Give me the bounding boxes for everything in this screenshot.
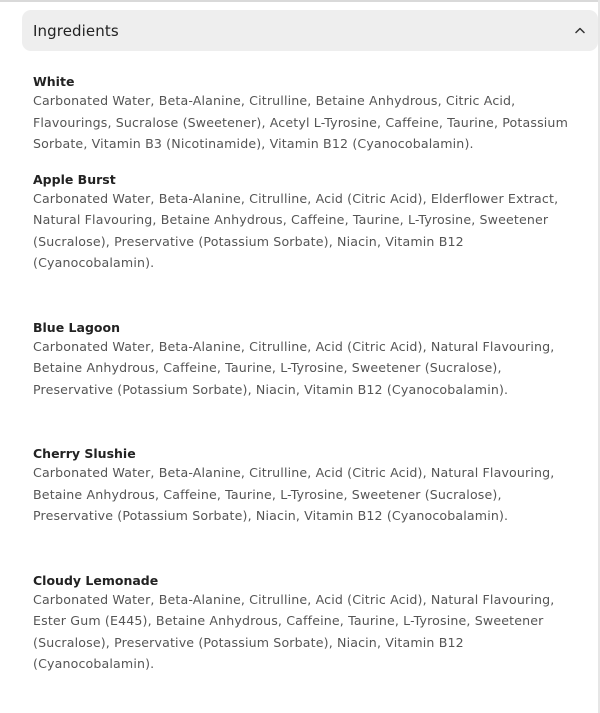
flavour-name: Blue Lagoon: [33, 319, 120, 335]
flavour-ingredients: Carbonated Water, Beta-Alanine, Citrulline, Acid (Citric Acid), Natural Flavouring, Ester Gum (E445), Betaine Anhydrous, Caffeine, Taurine, L-Tyrosine, Sweetener (Sucralose), Preservative (Potassium Sorbate), Niacin, Vitamin B12 (Cyanocobalamin).: [33, 591, 555, 671]
flavour-ingredients: Carbonated Water, Beta-Alanine, Citrulline, Betaine Anhydrous, Citric Acid, Flavourings, Sucralose (Sweetener), Acetyl L-Tyrosine, Caffeine, Taurine, Potassium Sorbate, Vitamin B3 (Nicotinamide), Vitamin B12 (Cyanocobalamin).: [33, 93, 568, 151]
flavour-name: Apple Burst: [33, 171, 116, 187]
flavour-name: White: [33, 74, 75, 89]
flavour-ingredients: Carbonated Water, Beta-Alanine, Citrulline, Acid (Citric Acid), Natural Flavouring, Betaine Anhydrous, Caffeine, Taurine, L-Tyrosine, Sweetener (Sucralose), Preservative (Potassium Sorbate), Niacin, Vitamin B12 (Cyanocobalamin).: [33, 465, 555, 523]
top-divider: [0, 0, 600, 2]
flavour-section-blue-lagoon: [33, 319, 585, 401]
ingredients-accordion-toggle[interactable]: [22, 10, 598, 51]
accordion-title: Ingredients: [33, 21, 119, 40]
flavour-name: Cherry Slushie: [33, 446, 136, 461]
flavour-section-cherry-slushie: [33, 445, 585, 527]
flavour-ingredients: Carbonated Water, Beta-Alanine, Citrulline, Acid (Citric Acid), Elderflower Extract, Natural Flavouring, Betaine Anhydrous, Caffeine, Taurine, L-Tyrosine, Sweetener (Sucralose), Preservative (Potassium Sorbate), Niacin, Vitamin B12 (Cyanocobalamin).: [33, 190, 559, 270]
ingredients-panel: [33, 73, 585, 675]
flavour-ingredients: Carbonated Water, Beta-Alanine, Citrulline, Acid (Citric Acid), Natural Flavouring, Betaine Anhydrous, Caffeine, Taurine, L-Tyrosine, Sweetener (Sucralose), Preservative (Potassium Sorbate), Niacin, Vitamin B12 (Cyanocobalamin).: [33, 338, 555, 397]
flavour-section-cloudy-lemonade: [33, 572, 585, 675]
chevron-up-icon[interactable]: [574, 25, 586, 37]
flavour-section-white: [33, 73, 585, 155]
flavour-name: Cloudy Lemonade: [33, 572, 159, 588]
flavour-section-apple-burst: [33, 171, 585, 274]
